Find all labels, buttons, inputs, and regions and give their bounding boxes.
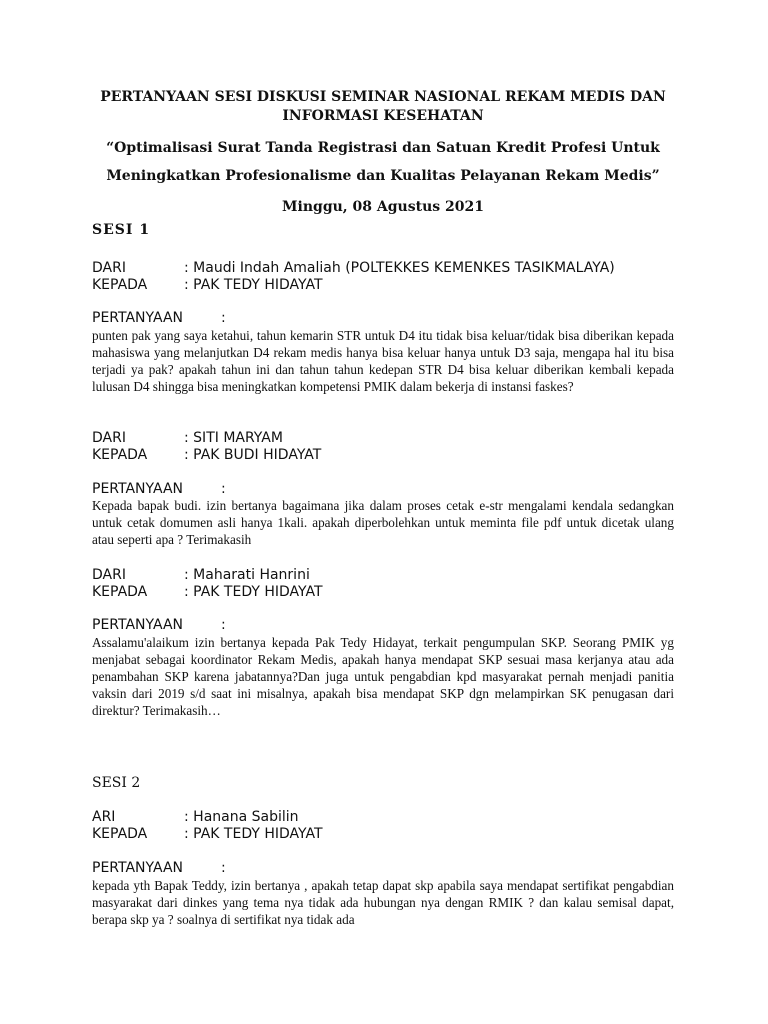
question-4-label [92,860,226,877]
question-colon: : [221,481,226,497]
seminar-theme: “Optimalisasi Surat Tanda Registrasi dan Satuan Kredit Profesi Untuk Meningkatkan Profesionalisme dan Kualitas Pelayanan Rekam Medis” [106,140,660,184]
question-1-text: punten pak yang saya ketahui, tahun kemarin STR untuk D4 itu tidak bisa keluar/tidak bisa diberikan kepada mahasiswa yang melanjutkan D4 rekam medis hanya bisa keluar hanya untuk D3 saja, mengapa hal itu bisa terjadi ya pak? apakah tahun ini dan tahun tahun kedepan STR D4 bisa keluar diberikan kembali kepada lulusan D4 shingga bisa meningkatkan kompetensi PMIK dalam bekerja di instansi faskes? [92,328,674,394]
to-label: KEPADA [92,584,148,600]
question-3-meta [92,567,674,601]
from-label: ARI [92,809,116,825]
from-label: DARI [92,567,126,583]
question-3-label [92,617,226,634]
from-label: DARI [92,430,126,446]
question-label: PERTANYAAN [92,617,183,633]
to-row [92,826,674,843]
session-1-title: SESI 1 [92,222,151,238]
document-header [92,88,674,217]
from-value: : Hanana Sabilin [184,809,299,826]
question-3-text: Assalamu'alaikum izin bertanya kepada Pak Tedy Hidayat, terkait pengumpulan SKP. Seorang PMIK yg menjabat sebagai koordinator Rekam Medis, apakah hanya mendapat SKP sesuai masa kerjanya atau ada penambahan SKP karena jabatannya?Dan juga untuk pengabdian kpd masyarakat pernah menjadi panitia vaksin dari 2019 s/d saat ini misalnya, apakah bisa mendapat SKP dgn melampirkan SK penugasan dari direktur? Terimakasih… [92,635,674,718]
to-value: : PAK BUDI HIDAYAT [184,447,321,464]
question-label: PERTANYAAN [92,481,183,497]
from-label: DARI [92,260,126,276]
to-value: : PAK TEDY HIDAYAT [184,826,323,843]
session-2-title: SESI 2 [92,775,141,791]
question-colon: : [221,860,226,876]
to-value: : PAK TEDY HIDAYAT [184,584,323,601]
question-2-meta [92,430,674,464]
to-label: KEPADA [92,826,148,842]
question-label: PERTANYAAN [92,310,183,326]
question-4-meta [92,809,674,843]
document-title [92,88,674,126]
event-date: Minggu, 08 Agustus 2021 [282,199,484,215]
from-row [92,260,674,277]
from-row [92,809,674,826]
question-2-label [92,481,226,498]
question-4-text: kepada yth Bapak Teddy, izin bertanya , apakah tetap dapat skp apabila saya mendapat sertifikat pengabdian masyarakat dari dinkes yang tema nya tidak ada hubungan nya dengan RMIK ? dan kalau semisal dapat, berapa skp ya ? soalnya di sertifikat nya tidak ada [92,878,674,927]
question-colon: : [221,617,226,633]
to-value: : PAK TEDY HIDAYAT [184,277,323,294]
question-colon: : [221,310,226,326]
to-label: KEPADA [92,447,148,463]
to-label: KEPADA [92,277,148,293]
from-row [92,430,674,447]
from-row [92,567,674,584]
to-row [92,584,674,601]
from-value: : Maharati Hanrini [184,567,310,584]
title-line-2: INFORMASI KESEHATAN [282,108,484,124]
from-value: : SITI MARYAM [184,430,283,447]
question-2-text: Kepada bapak budi. izin bertanya bagaimana jika dalam proses cetak e-str mengalami kendala sedangkan untuk cetak domumen asli hanya 1kali. apakah diperbolehkan untuk meminta file pdf untuk dicetak ulang atau seperti apa ? Terimakasih [92,498,674,547]
title-line-1: PERTANYAAN SESI DISKUSI SEMINAR NASIONAL REKAM MEDIS DAN [100,89,666,105]
question-1-meta [92,260,674,294]
question-1-label [92,310,226,327]
to-row [92,447,674,464]
from-value: : Maudi Indah Amaliah (POLTEKKES KEMENKES TASIKMALAYA) [184,260,615,277]
to-row [92,277,674,294]
question-label: PERTANYAAN [92,860,183,876]
